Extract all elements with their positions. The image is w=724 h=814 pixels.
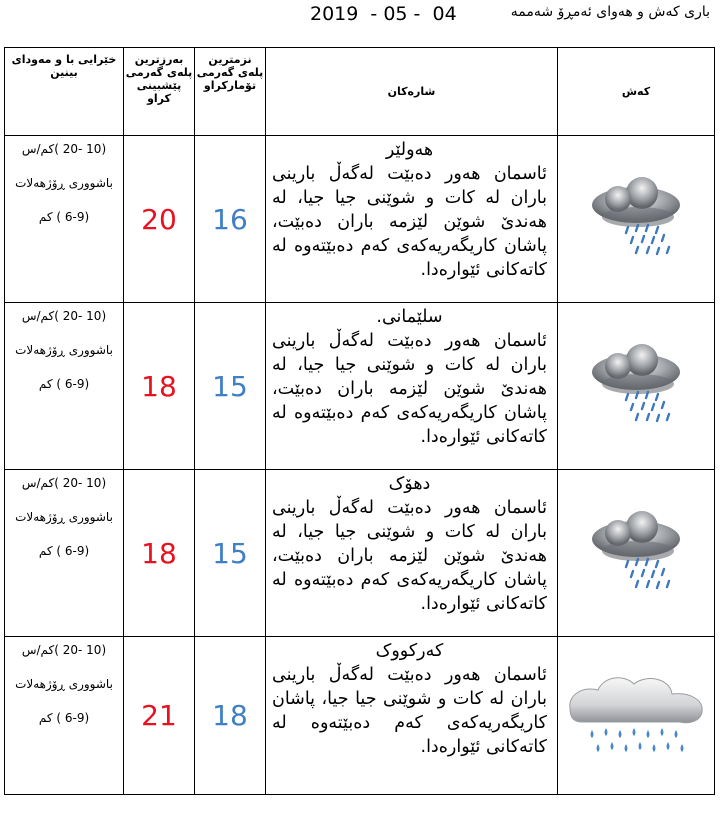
- header-min-temp: نزمترین پلەی گەرمی تۆمارکراو: [195, 48, 266, 136]
- wind-speed: (10 -20 )کم/س: [21, 476, 107, 490]
- min-temp: 18: [195, 637, 266, 795]
- rain-cloud-icon: [588, 175, 684, 263]
- wind-speed: (10 -20 )کم/س: [21, 643, 107, 657]
- wind-direction: باشووری ڕۆژهەلات: [15, 176, 113, 190]
- title-date: 2019 - 05 - 04: [310, 3, 457, 25]
- visibility: (6-9 ) کم: [38, 711, 90, 725]
- wind-cell: [5, 637, 124, 795]
- city-forecast: [266, 136, 558, 303]
- wind-cell: [5, 136, 124, 303]
- title-text: باری کەش و هەوای ئەمڕۆ شەممە: [510, 4, 710, 20]
- table-row: [5, 136, 715, 303]
- report-title: [300, 4, 710, 26]
- forecast-text: ئاسمان هەور دەبێت لەگەڵ بارینی باران لە کات و شوێنی جیا جیا، لە هەندێ شوێن لێزمە باران دەبێت، پاشان کاریگەریەکەی کەم دەبێتەوە لە کاتەکانی ئێوارەدا.: [272, 498, 547, 614]
- wind-direction: باشووری ڕۆژهەلات: [15, 510, 113, 524]
- table-row: [5, 303, 715, 470]
- forecast-text: ئاسمان هەور دەبێت لەگەڵ بارینی باران لە کات و شوێنی جیا جیا، لە هەندێ شوێن لێزمە باران دەبێت، پاشان کاریگەریەکەی کەم دەبێتەوە لە کاتەکانی ئێوارەدا.: [272, 331, 547, 447]
- weather-icon-cell: [558, 136, 715, 303]
- max-temp: 18: [124, 303, 195, 470]
- wind-direction: باشووری ڕۆژهەلات: [15, 343, 113, 357]
- table-header-row: [5, 48, 715, 136]
- city-name: سلێمانی.: [376, 307, 443, 327]
- max-temp: 21: [124, 637, 195, 795]
- visibility: (6-9 ) کم: [38, 210, 90, 224]
- city-name: دهۆک: [388, 474, 431, 494]
- city-forecast: [266, 303, 558, 470]
- rain-cloud-icon: [588, 342, 684, 430]
- wind-speed: (10 -20 )کم/س: [21, 142, 107, 156]
- header-max-temp: بەرزترین پلەی گەرمی پێشبینی کراو: [124, 48, 195, 136]
- visibility: (6-9 ) کم: [38, 377, 90, 391]
- table-row: [5, 637, 715, 795]
- visibility: (6-9 ) کم: [38, 544, 90, 558]
- city-name: کەرکووک: [375, 641, 444, 661]
- header-city: شارەکان: [266, 48, 558, 136]
- forecast-text: ئاسمان هەور دەبێت لەگەڵ بارینی باران لە کات و شوێنی جیا جیا، لە هەندێ شوێن لێزمە باران دەبێت، پاشان کاریگەریەکەی کەم دەبێتەوە لە کاتەکانی ئێوارەدا.: [272, 164, 547, 280]
- table-row: [5, 470, 715, 637]
- wind-speed: (10 -20 )کم/س: [21, 309, 107, 323]
- city-forecast: [266, 470, 558, 637]
- weather-table: [4, 47, 715, 795]
- forecast-text: ئاسمان هەور دەبێت لەگەڵ بارینی باران لە کات و شوێنی جیا جیا، پاشان کاریگەریەکەی کەم دەبێتەوە لە کاتەکانی ئێوارەدا.: [272, 665, 547, 757]
- rain-cloud-icon: [588, 509, 684, 597]
- min-temp: 16: [195, 136, 266, 303]
- city-name: هەولێر: [385, 140, 434, 160]
- header-wind: خێرایی با و مەودای بینین: [5, 48, 124, 136]
- cloud-rain-drops-icon: [562, 668, 710, 764]
- max-temp: 20: [124, 136, 195, 303]
- min-temp: 15: [195, 303, 266, 470]
- header-weather: کەش: [558, 48, 715, 136]
- weather-icon-cell: [558, 303, 715, 470]
- wind-direction: باشووری ڕۆژهەلات: [15, 677, 113, 691]
- min-temp: 15: [195, 470, 266, 637]
- wind-cell: [5, 470, 124, 637]
- wind-cell: [5, 303, 124, 470]
- weather-icon-cell: [558, 470, 715, 637]
- city-forecast: [266, 637, 558, 795]
- max-temp: 18: [124, 470, 195, 637]
- weather-icon-cell: [558, 637, 715, 795]
